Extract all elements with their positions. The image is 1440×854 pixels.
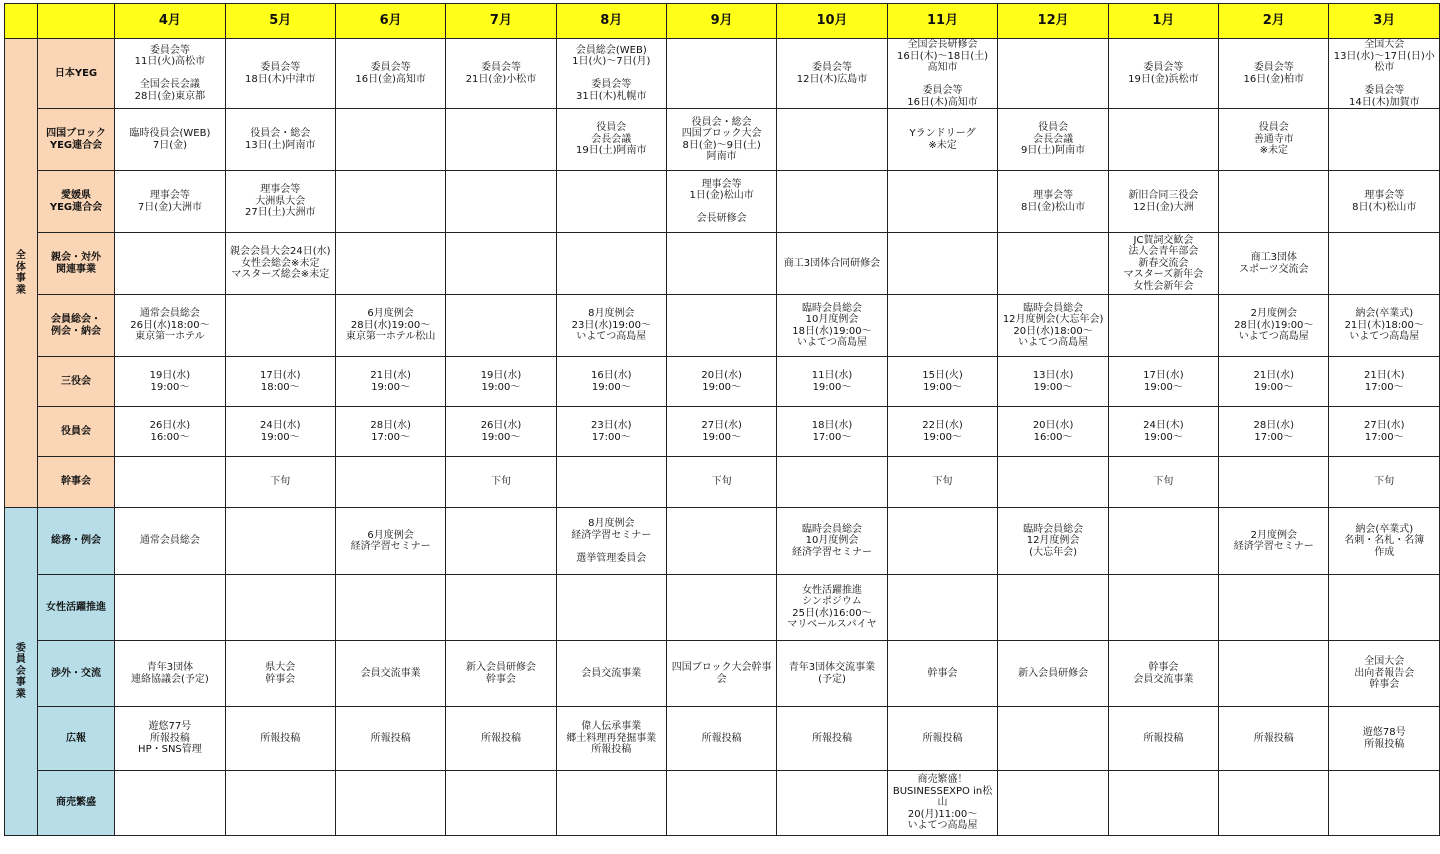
schedule-cell — [667, 39, 777, 109]
schedule-cell — [446, 508, 556, 575]
schedule-cell — [335, 771, 445, 836]
schedule-cell: 委員会等 19日(金)浜松市 — [1108, 39, 1218, 109]
schedule-row — [5, 575, 1440, 641]
schedule-cell: 商工3団体 スポーツ交流会 — [1219, 233, 1329, 295]
schedule-cell — [115, 575, 225, 641]
schedule-cell: 納会(卒業式) 名刺・名札・名簿 作成 — [1329, 508, 1440, 575]
schedule-cell: 幹事会 会員交流事業 — [1108, 641, 1218, 707]
schedule-cell: 委員会等 16日(金)柏市 — [1219, 39, 1329, 109]
schedule-cell — [115, 457, 225, 508]
month-header-cell: 1月 — [1108, 4, 1218, 39]
schedule-cell: 青年3団体交流事業 (予定) — [777, 641, 887, 707]
schedule-cell — [1329, 233, 1440, 295]
schedule-cell: 27日(水) 19:00〜 — [667, 407, 777, 457]
schedule-cell: 委員会等 16日(金)高知市 — [335, 39, 445, 109]
schedule-cell — [667, 508, 777, 575]
schedule-cell — [1329, 109, 1440, 171]
schedule-cell — [667, 771, 777, 836]
month-header-cell: 11月 — [887, 4, 998, 39]
schedule-cell — [225, 508, 335, 575]
schedule-cell: 24日(水) 19:00〜 — [225, 407, 335, 457]
schedule-cell — [998, 771, 1108, 836]
schedule-row — [5, 357, 1440, 407]
schedule-cell — [1108, 508, 1218, 575]
schedule-cell: 21日(木) 17:00〜 — [1329, 357, 1440, 407]
schedule-cell: 理事会等 8日(金)松山市 — [998, 171, 1108, 233]
schedule-cell: 下旬 — [225, 457, 335, 508]
schedule-cell — [777, 109, 887, 171]
schedule-cell: Yランドリーグ ※未定 — [887, 109, 998, 171]
schedule-cell — [1329, 575, 1440, 641]
row-label: 三役会 — [37, 357, 114, 407]
schedule-cell: 納会(卒業式) 21日(木)18:00〜 いよてつ高島屋 — [1329, 295, 1440, 357]
schedule-cell: 遊悠78号 所報投稿 — [1329, 707, 1440, 771]
schedule-cell — [998, 233, 1108, 295]
row-label: 愛媛県 YEG連合会 — [37, 171, 114, 233]
schedule-cell: 新入会員研修会 — [998, 641, 1108, 707]
annual-schedule-table — [4, 3, 1440, 836]
schedule-cell: 2月度例会 経済学習セミナー — [1219, 508, 1329, 575]
schedule-cell — [335, 575, 445, 641]
schedule-cell: 6月度例会 28日(水)19:00〜 東京第一ホテル松山 — [335, 295, 445, 357]
schedule-cell — [1219, 641, 1329, 707]
schedule-cell: 委員会等 11日(火)高松市 全国会長会議 28日(金)東京都 — [115, 39, 225, 109]
schedule-cell — [998, 575, 1108, 641]
schedule-cell — [667, 233, 777, 295]
schedule-cell — [556, 575, 666, 641]
schedule-row — [5, 109, 1440, 171]
schedule-cell: 親会会員大会24日(水) 女性会総会※未定 マスターズ総会※未定 — [225, 233, 335, 295]
schedule-cell: 全国大会 出向者報告会 幹事会 — [1329, 641, 1440, 707]
schedule-cell: 所報投稿 — [1108, 707, 1218, 771]
schedule-cell: 27日(水) 17:00〜 — [1329, 407, 1440, 457]
row-label: 女性活躍推進 — [37, 575, 114, 641]
schedule-cell: 21日(水) 19:00〜 — [1219, 357, 1329, 407]
schedule-row — [5, 407, 1440, 457]
schedule-cell — [998, 39, 1108, 109]
row-label: 親会・対外 関連事業 — [37, 233, 114, 295]
row-label: 広報 — [37, 707, 114, 771]
schedule-cell — [556, 457, 666, 508]
schedule-cell: 役員会・総会 13日(土)阿南市 — [225, 109, 335, 171]
schedule-cell — [1219, 171, 1329, 233]
schedule-cell — [335, 171, 445, 233]
schedule-cell — [1219, 575, 1329, 641]
schedule-cell: 女性活躍推進 シンポジウム 25日(水)16:00〜 マリベールスパイヤ — [777, 575, 887, 641]
schedule-cell — [998, 707, 1108, 771]
schedule-cell: 県大会 幹事会 — [225, 641, 335, 707]
schedule-row — [5, 457, 1440, 508]
schedule-cell — [556, 171, 666, 233]
schedule-cell — [887, 171, 998, 233]
schedule-cell: 所報投稿 — [1219, 707, 1329, 771]
schedule-cell: 幹事会 — [887, 641, 998, 707]
schedule-cell: 偉人伝承事業 郷土料理再発掘事業 所報投稿 — [556, 707, 666, 771]
schedule-cell — [887, 508, 998, 575]
schedule-cell: 2月度例会 28日(水)19:00〜 いよてつ高島屋 — [1219, 295, 1329, 357]
row-label: 四国ブロック YEG連合会 — [37, 109, 114, 171]
schedule-cell: 17日(水) 18:00〜 — [225, 357, 335, 407]
schedule-cell — [446, 171, 556, 233]
schedule-cell: 下旬 — [887, 457, 998, 508]
schedule-cell: 26日(水) 16:00〜 — [115, 407, 225, 457]
schedule-cell: 所報投稿 — [446, 707, 556, 771]
schedule-cell — [115, 771, 225, 836]
schedule-cell: 全国会長研修会 16日(木)〜18日(土) 高知市 委員会等 16日(木)高知市 — [887, 39, 998, 109]
month-header-cell: 7月 — [446, 4, 556, 39]
schedule-cell: 会員交流事業 — [335, 641, 445, 707]
schedule-cell — [225, 295, 335, 357]
row-label: 総務・例会 — [37, 508, 114, 575]
schedule-cell: 臨時会員総会 12月度例会(大忘年会) 20日(水)18:00〜 いよてつ高島屋 — [998, 295, 1108, 357]
schedule-cell: 所報投稿 — [667, 707, 777, 771]
schedule-cell — [1329, 771, 1440, 836]
month-header-cell: 8月 — [556, 4, 666, 39]
month-header-cell: 9月 — [667, 4, 777, 39]
schedule-cell: 所報投稿 — [225, 707, 335, 771]
schedule-cell — [446, 109, 556, 171]
month-header-cell: 4月 — [115, 4, 225, 39]
schedule-cell: 全国大会 13日(水)〜17日(日)小松市 委員会等 14日(木)加賀市 — [1329, 39, 1440, 109]
schedule-cell — [1219, 457, 1329, 508]
schedule-cell — [887, 575, 998, 641]
schedule-row — [5, 771, 1440, 836]
schedule-row — [5, 233, 1440, 295]
schedule-cell: 下旬 — [667, 457, 777, 508]
schedule-cell: 理事会等 1日(金)松山市 会長研修会 — [667, 171, 777, 233]
schedule-cell: 所報投稿 — [777, 707, 887, 771]
row-label: 役員会 — [37, 407, 114, 457]
corner-blank — [37, 4, 114, 39]
schedule-cell — [335, 457, 445, 508]
schedule-cell: 臨時会員総会 12月度例会 (大忘年会) — [998, 508, 1108, 575]
schedule-cell — [777, 771, 887, 836]
schedule-cell: 臨時役員会(WEB) 7日(金) — [115, 109, 225, 171]
schedule-cell — [887, 233, 998, 295]
schedule-cell — [1108, 771, 1218, 836]
schedule-cell: 28日(水) 17:00〜 — [335, 407, 445, 457]
schedule-cell: 23日(水) 17:00〜 — [556, 407, 666, 457]
row-label: 商売繁盛 — [37, 771, 114, 836]
schedule-cell: 会員交流事業 — [556, 641, 666, 707]
schedule-cell — [1108, 575, 1218, 641]
schedule-cell: 新入会員研修会 幹事会 — [446, 641, 556, 707]
month-header-cell: 12月 — [998, 4, 1108, 39]
month-header-cell: 6月 — [335, 4, 445, 39]
schedule-cell — [446, 575, 556, 641]
schedule-cell: 6月度例会 経済学習セミナー — [335, 508, 445, 575]
schedule-row — [5, 295, 1440, 357]
schedule-cell: 17日(水) 19:00〜 — [1108, 357, 1218, 407]
schedule-cell — [777, 171, 887, 233]
schedule-cell: 商工3団体合同研修会 — [777, 233, 887, 295]
schedule-cell — [446, 233, 556, 295]
row-label: 幹事会 — [37, 457, 114, 508]
schedule-cell — [1108, 109, 1218, 171]
schedule-cell — [335, 109, 445, 171]
schedule-cell — [225, 575, 335, 641]
schedule-cell: 下旬 — [1329, 457, 1440, 508]
schedule-cell: 8月度例会 経済学習セミナー 選挙管理委員会 — [556, 508, 666, 575]
schedule-cell: 臨時会員総会 10月度例会 経済学習セミナー — [777, 508, 887, 575]
schedule-cell: 役員会 会長会議 19日(土)阿南市 — [556, 109, 666, 171]
schedule-cell: 26日(水) 19:00〜 — [446, 407, 556, 457]
schedule-cell: 21日(水) 19:00〜 — [335, 357, 445, 407]
schedule-cell: 役員会・総会 四国ブロック大会 8日(金)〜9日(土) 阿南市 — [667, 109, 777, 171]
month-header-cell: 2月 — [1219, 4, 1329, 39]
schedule-body — [5, 39, 1440, 836]
schedule-cell: 会員総会(WEB) 1日(火)〜7日(月) 委員会等 31日(木)札幌市 — [556, 39, 666, 109]
schedule-cell: 役員会 会長会議 9日(土)阿南市 — [998, 109, 1108, 171]
schedule-cell: 13日(水) 19:00〜 — [998, 357, 1108, 407]
month-header-cell: 10月 — [777, 4, 887, 39]
schedule-row — [5, 508, 1440, 575]
schedule-cell — [446, 295, 556, 357]
schedule-cell: 下旬 — [446, 457, 556, 508]
schedule-cell: 19日(水) 19:00〜 — [446, 357, 556, 407]
schedule-cell — [556, 771, 666, 836]
schedule-cell: 臨時会員総会 10月度例会 18日(水)19:00〜 いよてつ高島屋 — [777, 295, 887, 357]
schedule-cell: 四国ブロック大会幹事会 — [667, 641, 777, 707]
month-header — [5, 4, 1440, 39]
month-header-cell: 3月 — [1329, 4, 1440, 39]
schedule-cell — [998, 457, 1108, 508]
row-label: 渉外・交流 — [37, 641, 114, 707]
schedule-cell — [887, 295, 998, 357]
schedule-cell — [667, 295, 777, 357]
schedule-cell — [777, 457, 887, 508]
schedule-cell: 15日(火) 19:00〜 — [887, 357, 998, 407]
corner-blank — [5, 4, 38, 39]
schedule-cell: 22日(水) 19:00〜 — [887, 407, 998, 457]
schedule-cell: 下旬 — [1108, 457, 1218, 508]
month-header-cell: 5月 — [225, 4, 335, 39]
group-label: 全 体 事 業 — [5, 39, 38, 508]
schedule-cell: 通常会員総会 — [115, 508, 225, 575]
schedule-cell: 19日(水) 19:00〜 — [115, 357, 225, 407]
schedule-cell: 通常会員総会 26日(水)18:00〜 東京第一ホテル — [115, 295, 225, 357]
schedule-row — [5, 171, 1440, 233]
schedule-cell — [335, 233, 445, 295]
schedule-cell — [1108, 295, 1218, 357]
row-label: 日本YEG — [37, 39, 114, 109]
schedule-cell: 委員会等 18日(木)中津市 — [225, 39, 335, 109]
schedule-cell: 理事会等 8日(木)松山市 — [1329, 171, 1440, 233]
schedule-cell — [446, 771, 556, 836]
schedule-cell: 遊悠77号 所報投稿 HP・SNS管理 — [115, 707, 225, 771]
schedule-cell: 新旧合同三役会 12日(金)大洲 — [1108, 171, 1218, 233]
schedule-row — [5, 39, 1440, 109]
schedule-cell: 16日(水) 19:00〜 — [556, 357, 666, 407]
schedule-cell: 商売繁盛！ BUSINESSEXPO in松山 20(月)11:00〜 いよてつ高島屋 — [887, 771, 998, 836]
schedule-cell: 所報投稿 — [335, 707, 445, 771]
schedule-cell: 役員会 善通寺市 ※未定 — [1219, 109, 1329, 171]
schedule-cell: 28日(水) 17:00〜 — [1219, 407, 1329, 457]
schedule-cell: 青年3団体 連絡協議会(予定) — [115, 641, 225, 707]
schedule-cell — [556, 233, 666, 295]
schedule-cell: 理事会等 大洲県大会 27日(土)大洲市 — [225, 171, 335, 233]
schedule-cell: 委員会等 12日(木)広島市 — [777, 39, 887, 109]
schedule-cell: 11日(水) 19:00〜 — [777, 357, 887, 407]
schedule-cell: 所報投稿 — [887, 707, 998, 771]
schedule-cell: 20日(水) 19:00〜 — [667, 357, 777, 407]
schedule-cell: 8月度例会 23日(水)19:00〜 いよてつ高島屋 — [556, 295, 666, 357]
schedule-cell — [667, 575, 777, 641]
schedule-cell: 20日(水) 16:00〜 — [998, 407, 1108, 457]
row-label: 会員総会・ 例会・納会 — [37, 295, 114, 357]
schedule-cell: 理事会等 7日(金)大洲市 — [115, 171, 225, 233]
schedule-cell — [115, 233, 225, 295]
group-label: 委 員 会 事 業 — [5, 508, 38, 836]
schedule-cell — [225, 771, 335, 836]
schedule-cell: 委員会等 21日(金)小松市 — [446, 39, 556, 109]
schedule-cell: 18日(水) 17:00〜 — [777, 407, 887, 457]
schedule-cell: 24日(木) 19:00〜 — [1108, 407, 1218, 457]
schedule-row — [5, 707, 1440, 771]
schedule-cell — [1219, 771, 1329, 836]
schedule-row — [5, 641, 1440, 707]
schedule-cell: JC賀詞交歓会 法人会青年部会 新春交流会 マスターズ新年会 女性会新年会 — [1108, 233, 1218, 295]
